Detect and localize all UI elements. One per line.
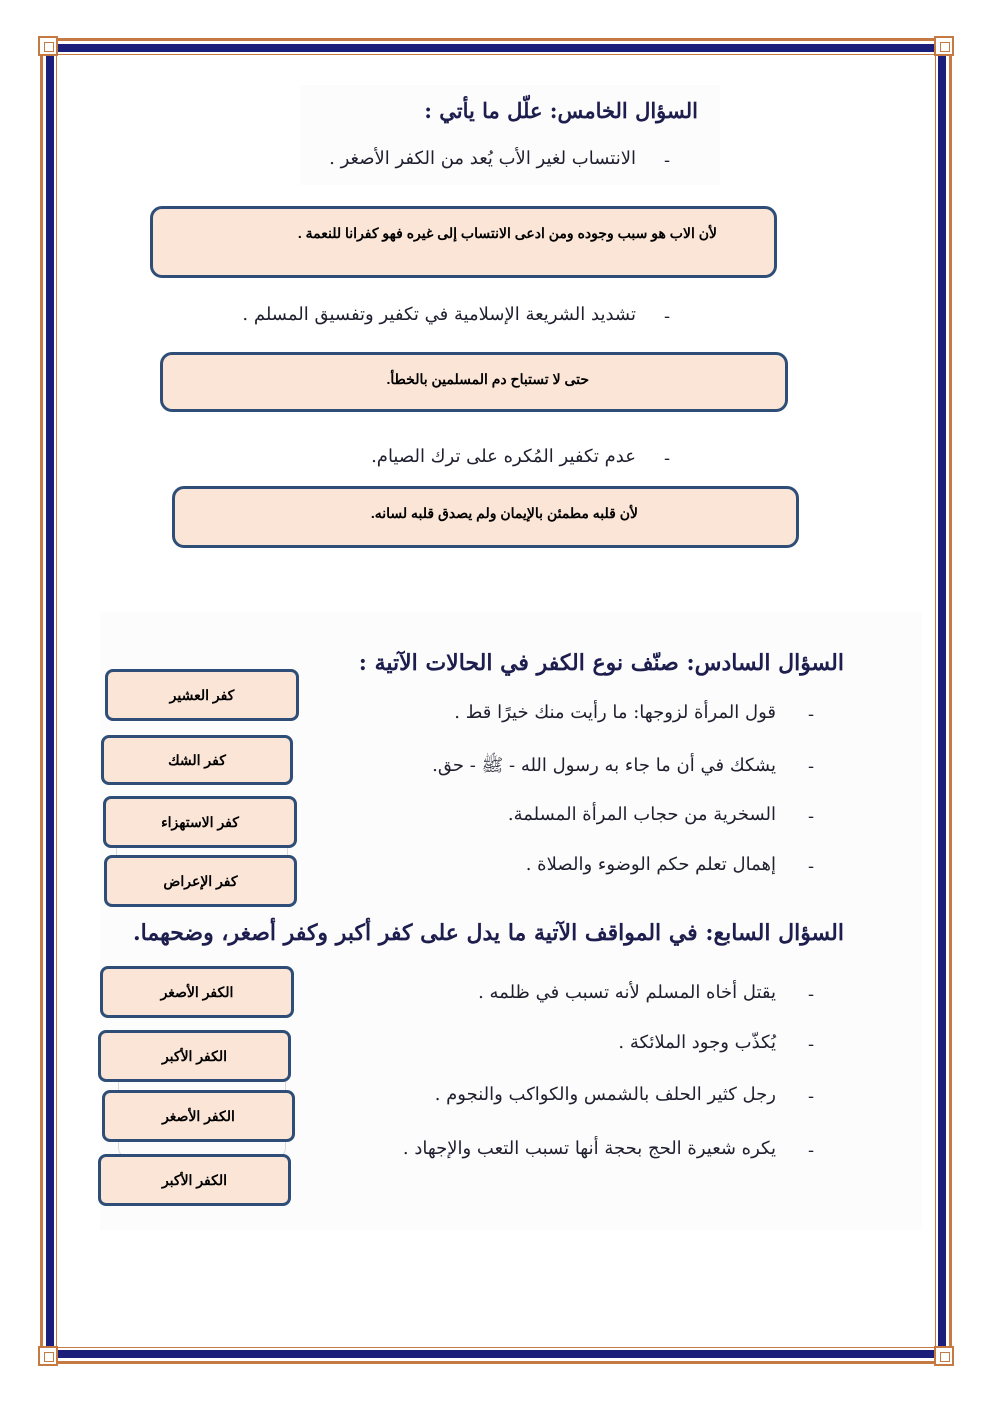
q7-answer-3: الكفر الأصغر bbox=[102, 1090, 295, 1142]
item-dash: - bbox=[808, 704, 815, 725]
q5-item-1: الانتساب لغير الأب يُعد من الكفر الأصغر . bbox=[329, 148, 636, 169]
q7-answer-1: الكفر الأصغر bbox=[100, 966, 294, 1018]
item-dash: - bbox=[664, 150, 671, 171]
corner-ornament bbox=[934, 36, 954, 56]
item-dash: - bbox=[664, 306, 671, 327]
q7-answer-4: الكفر الأكبر bbox=[98, 1154, 291, 1206]
corner-ornament bbox=[38, 36, 58, 56]
corner-ornament bbox=[38, 1346, 58, 1366]
q7-item-2: يُكذّب وجود الملائكة . bbox=[618, 1032, 776, 1053]
q5-answer-3 bbox=[172, 486, 799, 548]
q6-answer-3: كفر الاستهزاء bbox=[103, 796, 297, 848]
q5-item-3: عدم تكفير المُكره على ترك الصيام. bbox=[371, 446, 636, 467]
q6-item-4: إهمال تعلم حكم الوضوء والصلاة . bbox=[525, 854, 776, 875]
item-dash: - bbox=[808, 756, 815, 777]
q5-answer-1 bbox=[150, 206, 777, 278]
item-dash: - bbox=[808, 1140, 815, 1161]
q7-answer-2: الكفر الأكبر bbox=[98, 1030, 291, 1082]
q5-item-2: تشديد الشريعة الإسلامية في تكفير وتفسيق المسلم . bbox=[242, 304, 636, 325]
q5-answer-3-text: لأن قلبه مطمئن بالإيمان ولم يصدق قلبه لسانه. bbox=[370, 505, 638, 521]
q5-answer-1-text: لأن الاب هو سبب وجوده ومن ادعى الانتساب إلى غيره فهو كفرانا للنعمة . bbox=[297, 225, 717, 241]
q7-item-4: يكره شعيرة الحج بحجة أنها تسبب التعب والإجهاد . bbox=[402, 1138, 776, 1159]
q7-item-1: يقتل أخاه المسلم لأنه تسبب في ظلمه . bbox=[478, 982, 776, 1003]
q6-title: السؤال السادس: صنّف نوع الكفر في الحالات الآتية : bbox=[358, 650, 844, 676]
q6-answer-1: كفر العشير bbox=[105, 669, 299, 721]
q6-item-1: قول المرأة لزوجها: ما رأيت منك خيرًا قط . bbox=[454, 702, 776, 723]
item-dash: - bbox=[808, 1034, 815, 1055]
q5-answer-2 bbox=[160, 352, 788, 412]
item-dash: - bbox=[808, 806, 815, 827]
q6-answer-2: كفر الشك bbox=[101, 735, 293, 785]
item-dash: - bbox=[808, 856, 815, 877]
q6-item-3: السخرية من حجاب المرأة المسلمة. bbox=[507, 804, 776, 825]
q7-title: السؤال السابع: في المواقف الآتية ما يدل على كفر أكبر وكفر أصغر، وضحهما. bbox=[132, 920, 844, 946]
q6-item-2: يشكك في أن ما جاء به رسول الله - ﷺ - حق. bbox=[432, 755, 776, 776]
item-dash: - bbox=[808, 984, 815, 1005]
q7-item-3: رجل كثير الحلف بالشمس والكواكب والنجوم . bbox=[434, 1084, 776, 1105]
corner-ornament bbox=[934, 1346, 954, 1366]
item-dash: - bbox=[808, 1086, 815, 1107]
q6-answer-4: كفر الإعراض bbox=[104, 855, 297, 907]
q5-answer-2-text: حتى لا تستباح دم المسلمين بالخطأ. bbox=[386, 371, 589, 387]
q5-title: السؤال الخامس: علّل ما يأتي : bbox=[424, 98, 698, 123]
item-dash: - bbox=[664, 448, 671, 469]
